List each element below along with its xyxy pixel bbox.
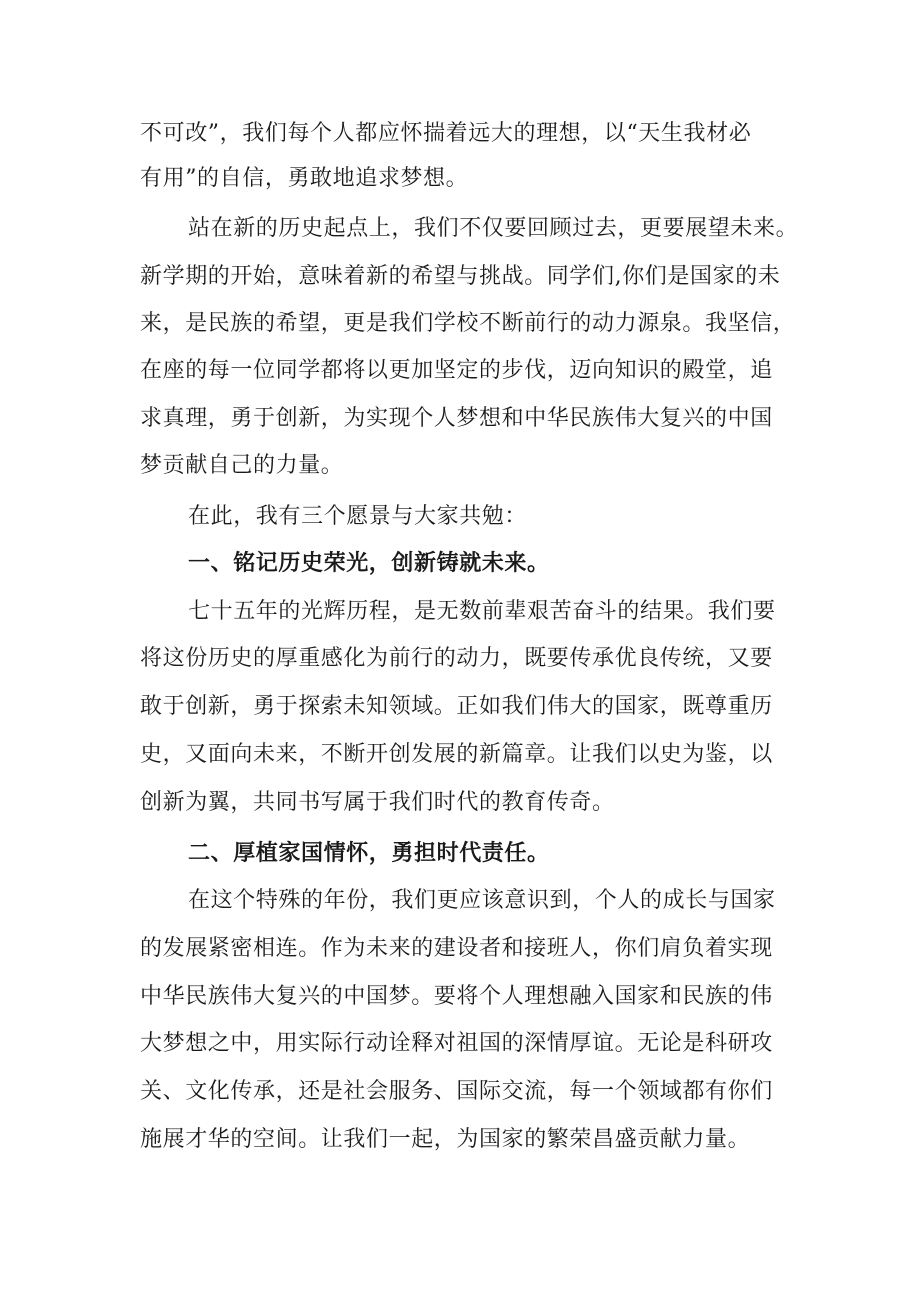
section-heading-2: 二、厚植家国情怀，勇担时代责任。 (188, 841, 550, 866)
section-heading-1: 一、铭记历史荣光，创新铸就未来。 (188, 551, 550, 576)
body-text-line: 创新为翼，共同书写属于我们时代的教育传奇。 (140, 790, 615, 815)
body-text-line: 有用”的自信，勇敢地追求梦想。 (140, 166, 469, 191)
body-text-line: 站在新的历史起点上，我们不仅要回顾过去，更要展望未来。 (188, 216, 799, 241)
body-text-line: 新学期的开始，意味着新的希望与挑战。同学们,你们是国家的未 (140, 264, 781, 289)
body-text-line: 敢于创新，勇于探索未知领域。正如我们伟大的国家，既尊重历 (140, 694, 773, 719)
body-text-line: 的发展紧密相连。作为未来的建设者和接班人，你们肩负着实现 (140, 936, 773, 961)
body-text-line: 在此，我有三个愿景与大家共勉： (188, 504, 528, 529)
body-text-line: 关、文化传承，还是社会服务、国际交流，每一个领域都有你们 (140, 1079, 773, 1104)
body-text-line: 史，又面向未来，不断开创发展的新篇章。让我们以史为鉴，以 (140, 742, 773, 767)
body-text-line: 在这个特殊的年份，我们更应该意识到，个人的成长与国家 (188, 888, 776, 913)
body-text-line: 不可改”，我们每个人都应怀揣着远大的理想，以“天生我材必 (140, 121, 752, 146)
body-text-line: 七十五年的光辉历程，是无数前辈艰苦奋斗的结果。我们要 (188, 599, 776, 624)
body-text-line: 求真理，勇于创新，为实现个人梦想和中华民族伟大复兴的中国 (140, 406, 773, 431)
body-text-line: 在座的每一位同学都将以更加坚定的步伐，迈向知识的殿堂，追 (140, 358, 773, 383)
body-text-line: 将这份历史的厚重感化为前行的动力，既要传承优良传统，又要 (140, 646, 773, 671)
body-text-line: 施展才华的空间。让我们一起，为国家的繁荣昌盛贡献力量。 (140, 1127, 751, 1152)
body-text-line: 中华民族伟大复兴的中国梦。要将个人理想融入国家和民族的伟 (140, 984, 773, 1009)
body-text-line: 来，是民族的希望，更是我们学校不断前行的动力源泉。我坚信， (140, 311, 796, 336)
body-text-line: 大梦想之中，用实际行动诠释对祖国的深情厚谊。无论是科研攻 (140, 1031, 773, 1056)
body-text-line: 梦贡献自己的力量。 (140, 453, 344, 478)
